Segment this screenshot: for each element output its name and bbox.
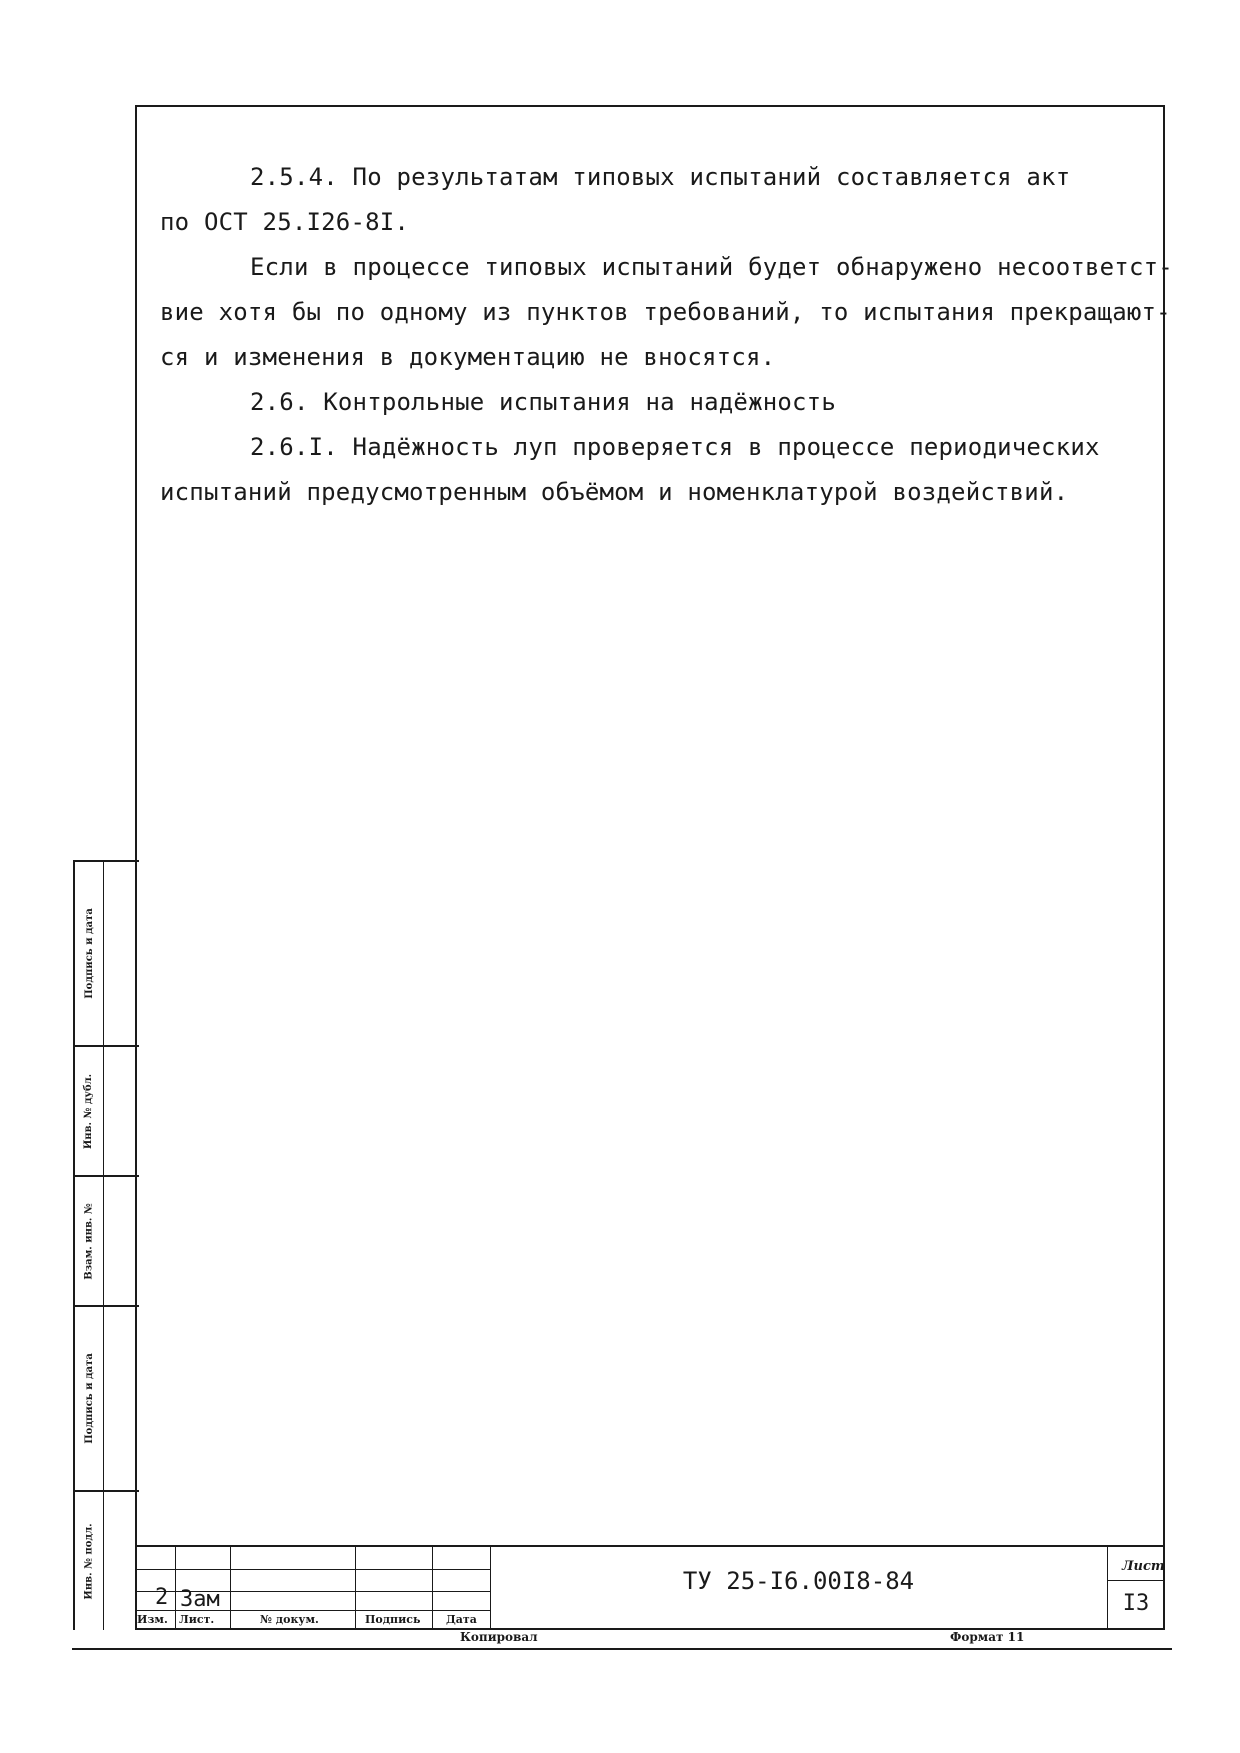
paragraph	[160, 425, 1150, 470]
paragraph	[160, 380, 1150, 425]
paragraph	[160, 470, 1150, 515]
header-change: Изм.	[137, 1613, 168, 1626]
grid-line	[1107, 1547, 1108, 1630]
text-line: 2.5.4. По результатам типовых испытаний составляется акт	[250, 163, 1071, 191]
header-doc-number: № докум.	[260, 1613, 319, 1626]
header-signature: Подпись	[365, 1613, 421, 1626]
stamp-cell-original-inventory	[75, 1490, 139, 1630]
stamp-cell-signature-date	[75, 860, 139, 1045]
margin-stamp	[73, 860, 137, 1630]
paragraph	[160, 245, 1173, 290]
grid-line	[175, 1547, 176, 1630]
stamp-label: Подпись и дата	[83, 908, 95, 999]
revision-change: Зам	[180, 1587, 220, 1612]
copied-by-label: Копировал	[460, 1630, 538, 1644]
stamp-cell-signature-date-2	[75, 1305, 139, 1490]
grid-line	[432, 1547, 433, 1630]
stamp-label: Инв. № дубл.	[83, 1073, 95, 1149]
text-line: ся и изменения в документацию не вносятся.	[160, 343, 776, 371]
format-label: Формат 11	[950, 1630, 1025, 1644]
document-code: ТУ 25-I6.00I8-84	[682, 1567, 915, 1595]
text-line: вие хотя бы по одному из пунктов требований, то испытания прекращают-	[160, 298, 1171, 326]
stamp-label: Инв. № подл.	[83, 1522, 95, 1600]
stamp-label: Подпись и дата	[83, 1353, 95, 1444]
grid-line	[1107, 1580, 1165, 1581]
text-line: испытаний предусмотренным объёмом и номенклатурой воздействий.	[160, 478, 1069, 506]
sheet-label: Лист	[1122, 1559, 1165, 1574]
text-line: 2.6.I. Надёжность луп проверяется в процессе периодических	[250, 433, 1100, 461]
text-line: 2.6. Контрольные испытания на надёжность	[250, 388, 836, 416]
text-line: Если в процессе типовых испытаний будет обнаружено несоответст-	[250, 253, 1173, 281]
paragraph	[160, 155, 1150, 200]
footer-rule	[72, 1648, 1172, 1650]
paragraph	[160, 200, 1150, 245]
title-block	[135, 1545, 1165, 1630]
stamp-cell-duplicate-inventory	[75, 1045, 139, 1175]
paragraph	[160, 290, 1171, 380]
grid-line	[135, 1569, 490, 1570]
sheet-number: I3	[1122, 1591, 1150, 1616]
grid-line	[355, 1547, 356, 1630]
text-line: по ОСТ 25.I26-8I.	[160, 208, 410, 236]
stamp-label: Взам. инв. №	[83, 1202, 95, 1280]
header-sheet: Лист.	[179, 1613, 215, 1626]
revision-number: 2	[155, 1585, 169, 1610]
header-date: Дата	[446, 1613, 477, 1626]
grid-line	[230, 1547, 231, 1630]
stamp-cell-replacement-inventory	[75, 1175, 139, 1305]
document-body	[160, 155, 1173, 515]
